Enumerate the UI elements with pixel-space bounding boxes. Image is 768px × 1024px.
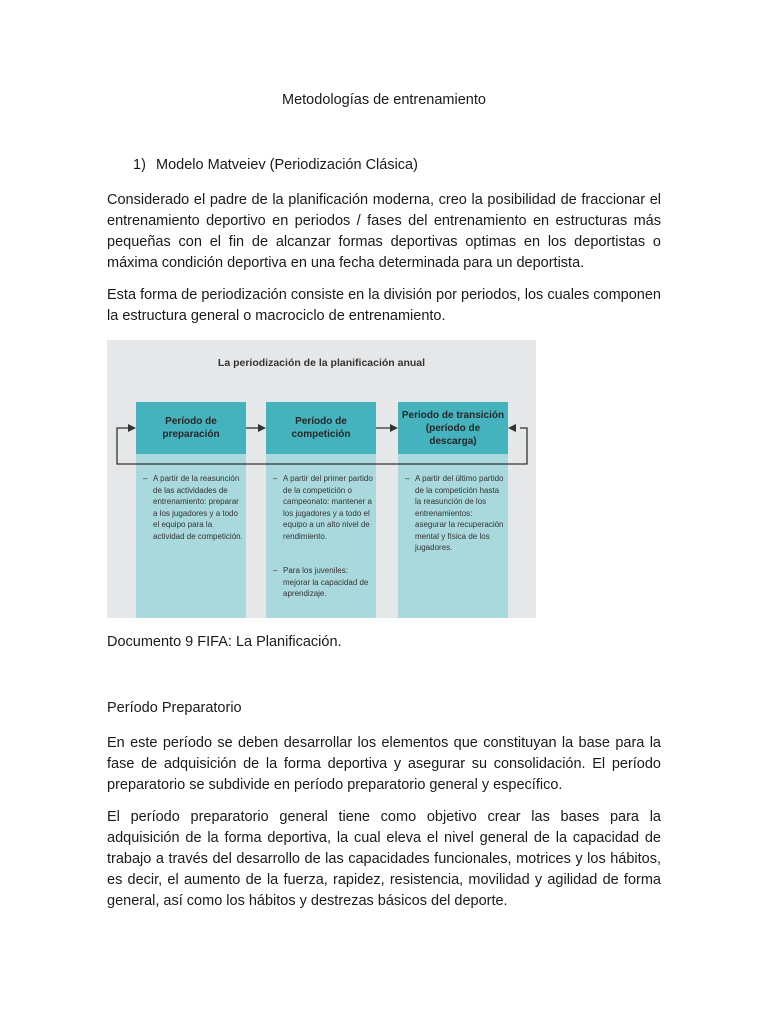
section-heading xyxy=(133,157,418,173)
subheading-preparatory: Período Preparatorio xyxy=(107,700,242,716)
figure-caption: Documento 9 FIFA: La Planificación. xyxy=(107,634,342,650)
period-box-transition: Periodo de transición (período de descarga) xyxy=(398,402,508,454)
document-title: Metodologías de entrenamiento xyxy=(282,92,486,108)
paragraph-preparatory: En este período se deben desarrollar los elementos que constituyan la base para la fase de adquisición de la forma deportiva y asegurar su consolidación. El período preparatorio se subdivide en período preparatorio general y específico. xyxy=(107,735,661,793)
period-box-competition: Período de competición xyxy=(266,402,376,454)
paragraph-intro: Considerado el padre de la planificación moderna, creo la posibilidad de fraccionar el entrenamiento deportivo en periodos / fases del entrenamiento en estructuras más pequeñas con el fin de alcanzar formas deportivas optimas en los deportistas o máxima condición deportiva en una fecha determinada para un deportista. xyxy=(107,192,661,271)
section-heading-text: Modelo Matveiev (Periodización Clásica) xyxy=(156,157,418,173)
competition-note-youth: – Para los juveniles: mejorar la capacidad de aprendizaje. xyxy=(273,566,369,598)
preparation-note: – A partir de la reasunción de las actividades de entrenamiento: preparar a los jugadores y a todo el equipo para la actividad de competición. xyxy=(143,474,243,541)
periodization-figure xyxy=(107,340,536,618)
figure-title: La periodización de la planificación anual xyxy=(217,357,426,369)
transition-note: – A partir del último partido de la competición hasta la reasunción de los entrenamientos: asegurar la recuperación mental y física de los jugadores. xyxy=(405,474,504,552)
competition-note: – A partir del primer partido de la competición o campeonato: mantener a los jugadores y a todo el equipo a un alto nivel de rendimiento. xyxy=(273,474,373,541)
paragraph-general-preparatory: El período preparatorio general tiene como objetivo crear las bases para la adquisición de la forma deportiva, la cual eleva el nivel general de la capacidad de trabajo a través del desarrollo de las capacidades funcionales, motrices y los hábitos, es decir, el aumento de la fuerza, rapidez, resistencia, movilidad y agilidad de forma general, así como los hábitos y destrezas básicos del deporte. xyxy=(107,809,661,909)
paragraph-periodization: Esta forma de periodización consiste en la división por periodos, los cuales componen la estructura general o macrociclo de entrenamiento. xyxy=(107,287,661,324)
period-box-preparation: Período de preparación xyxy=(136,402,246,454)
section-number: 1) xyxy=(133,157,146,173)
